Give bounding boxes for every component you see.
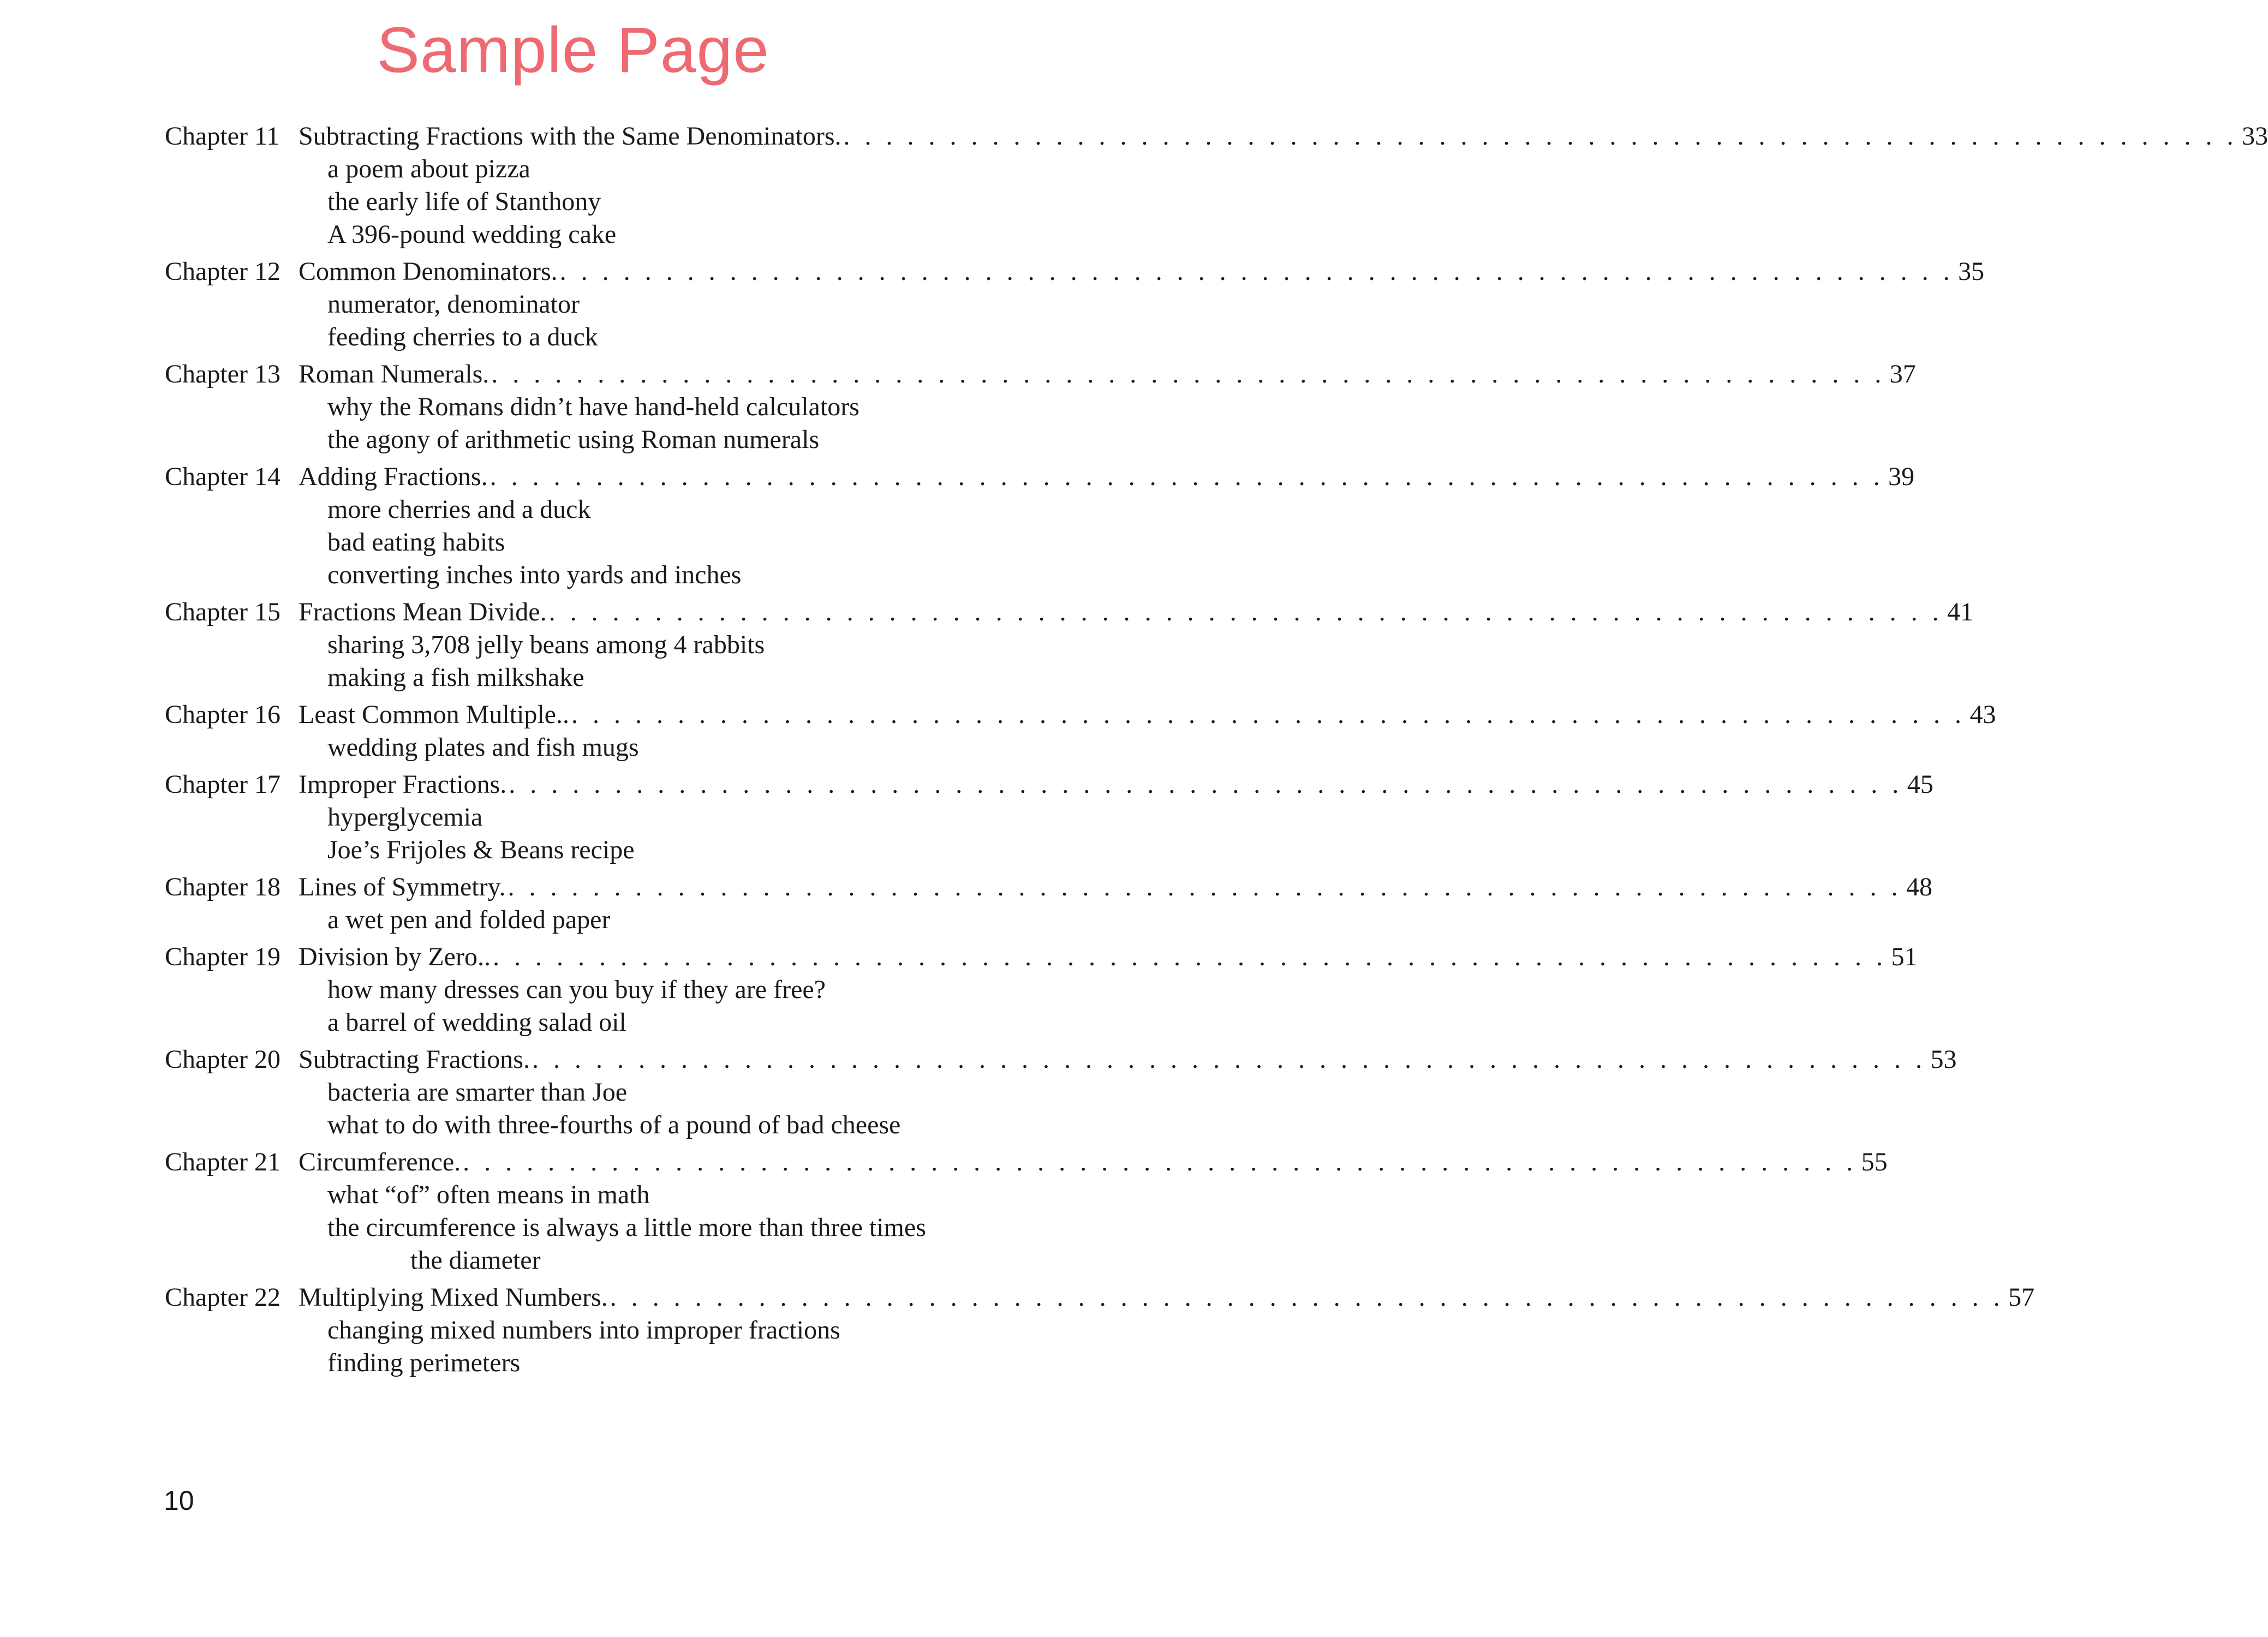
toc-entry-heading (165, 871, 1932, 904)
chapter-topic: finding perimeters (327, 1348, 521, 1377)
dot-leader: . . . . . . . . . . . . . . . . . . . . . . . . . . . . . . . . . . . . . . . . . . . . . . . . . . . . . . . . . . . . . . . . . . (463, 1148, 1857, 1176)
toc-entry-chapter-19 (165, 941, 1918, 1039)
toc-entry-chapter-11 (165, 120, 2268, 251)
chapter-title: Lines of Symmetry. (299, 873, 506, 901)
dot-leader: . . . . . . . . . . . . . . . . . . . . . . . . . . . . . . . . . . . . . . . . . . . . . . . . . . . . . . . . . . . . . . . . . . (508, 873, 1902, 901)
chapter-label: Chapter 16 (165, 700, 280, 729)
toc-entry-heading (165, 461, 1915, 493)
chapter-title: Adding Fractions. (299, 462, 488, 491)
chapter-topic: Joe’s Frijoles & Beans recipe (327, 835, 635, 864)
chapter-title: Subtracting Fractions. (299, 1045, 530, 1074)
chapter-topic: a barrel of wedding salad oil (327, 1008, 626, 1037)
chapter-topic: hyperglycemia (327, 803, 483, 832)
chapter-label: Chapter 17 (165, 770, 280, 799)
chapter-label: Chapter 20 (165, 1045, 280, 1074)
toc-entry-heading (165, 358, 1916, 391)
toc-entry-chapter-18 (165, 871, 1932, 936)
dot-leader: . . . . . . . . . . . . . . . . . . . . . . . . . . . . . . . . . . . . . . . . . . . . . . . . . . . . . . . . . . . . . . . . . . (490, 462, 1884, 491)
chapter-topic: changing mixed numbers into improper fractions (327, 1316, 840, 1345)
toc-entry-heading (165, 120, 2268, 153)
dot-leader: . . . . . . . . . . . . . . . . . . . . . . . . . . . . . . . . . . . . . . . . . . . . . . . . . . . . . . . . . . . . . . . . . . (491, 360, 1885, 389)
toc-entry-heading (165, 1043, 1957, 1076)
chapter-page-number: 55 (1861, 1148, 1888, 1176)
toc-entry-chapter-22 (165, 1281, 2035, 1379)
toc-entry-heading (165, 1146, 1888, 1179)
toc-entry-chapter-21 (165, 1146, 1888, 1277)
dot-leader: . . . . . . . . . . . . . . . . . . . . . . . . . . . . . . . . . . . . . . . . . . . . . . . . . . . . . . . . . . . . . . . . . . (509, 770, 1903, 799)
chapter-topic: numerator, denominator (327, 290, 580, 319)
chapter-title: Improper Fractions. (299, 770, 507, 799)
chapter-page-number: 48 (1906, 873, 1932, 901)
chapter-topic: why the Romans didn’t have hand-held calculators (327, 392, 860, 421)
toc-entry-heading (165, 255, 1985, 288)
chapter-label: Chapter 18 (165, 873, 280, 901)
dot-leader: . . . . . . . . . . . . . . . . . . . . . . . . . . . . . . . . . . . . . . . . . . . . . . . . . . . . . . . . . . . . . . . . . . (548, 598, 1943, 626)
dot-leader: . . . . . . . . . . . . . . . . . . . . . . . . . . . . . . . . . . . . . . . . . . . . . . . . . . . . . . . . . . . . . . . . . . (610, 1283, 2004, 1312)
chapter-title: Common Denominators. (299, 257, 558, 286)
chapter-topic: the agony of arithmetic using Roman numerals (327, 425, 820, 454)
chapter-label: Chapter 15 (165, 598, 280, 626)
table-of-contents (165, 120, 2268, 1384)
chapter-page-number: 41 (1947, 598, 1974, 626)
chapter-page-number: 43 (1969, 700, 1996, 729)
chapter-label: Chapter 13 (165, 360, 280, 389)
chapter-page-number: 57 (2008, 1283, 2035, 1312)
dot-leader: . . . . . . . . . . . . . . . . . . . . . . . . . . . . . . . . . . . . . . . . . . . . . . . . . . . . . . . . . . . . . . . . . . (843, 122, 2237, 151)
chapter-label: Chapter 12 (165, 257, 280, 286)
chapter-label: Chapter 11 (165, 122, 280, 151)
toc-entry-chapter-15 (165, 596, 1974, 694)
chapter-label: Chapter 21 (165, 1148, 280, 1176)
dot-leader: . . . . . . . . . . . . . . . . . . . . . . . . . . . . . . . . . . . . . . . . . . . . . . . . . . . . . . . . . . . . . . . . . . (532, 1045, 1926, 1074)
chapter-topic-continuation: the diameter (410, 1246, 541, 1275)
chapter-topic: what to do with three-fourths of a pound of bad cheese (327, 1110, 901, 1139)
chapter-title: Fractions Mean Divide. (299, 598, 547, 626)
chapter-page-number: 35 (1958, 257, 1985, 286)
toc-entry-chapter-16 (165, 698, 1996, 764)
chapter-page-number: 51 (1891, 942, 1918, 971)
chapter-title: Circumference. (299, 1148, 461, 1176)
chapter-title: Least Common Multiple.. (299, 700, 569, 729)
chapter-topic: a poem about pizza (327, 154, 530, 183)
chapter-topic: making a fish milkshake (327, 663, 584, 692)
chapter-label: Chapter 14 (165, 462, 280, 491)
page-number: 10 (164, 1485, 194, 1516)
toc-entry-chapter-17 (165, 768, 1933, 867)
chapter-topic: the circumference is always a little more than three times (327, 1213, 926, 1242)
chapter-label: Chapter 19 (165, 942, 280, 971)
chapter-topic: how many dresses can you buy if they are free? (327, 975, 826, 1004)
chapter-label: Chapter 22 (165, 1283, 280, 1312)
chapter-topic: the early life of Stanthony (327, 187, 601, 216)
chapter-page-number: 33 (2242, 122, 2268, 151)
toc-entry-heading (165, 1281, 2035, 1314)
sample-page-banner: Sample Page (377, 14, 769, 86)
chapter-topic: A 396-pound wedding cake (327, 220, 617, 249)
toc-entry-chapter-14 (165, 461, 1915, 592)
chapter-page-number: 39 (1888, 462, 1915, 491)
toc-entry-heading (165, 698, 1996, 731)
chapter-topic: more cherries and a duck (327, 495, 591, 524)
chapter-page-number: 37 (1889, 360, 1916, 389)
chapter-topic: bad eating habits (327, 528, 505, 557)
chapter-topic: feeding cherries to a duck (327, 322, 598, 351)
chapter-topic: what “of” often means in math (327, 1180, 650, 1209)
chapter-topic: a wet pen and folded paper (327, 905, 611, 934)
dot-leader: . . . . . . . . . . . . . . . . . . . . . . . . . . . . . . . . . . . . . . . . . . . . . . . . . . . . . . . . . . . . . . . . . . (559, 257, 1954, 286)
toc-entry-heading (165, 941, 1918, 973)
toc-entry-chapter-20 (165, 1043, 1957, 1142)
chapter-topic: bacteria are smarter than Joe (327, 1078, 628, 1107)
chapter-title: Multiplying Mixed Numbers. (299, 1283, 608, 1312)
chapter-title: Division by Zero.. (299, 942, 491, 971)
chapter-page-number: 53 (1930, 1045, 1957, 1074)
toc-entry-heading (165, 596, 1974, 629)
toc-entry-chapter-13 (165, 358, 1916, 456)
chapter-title: Roman Numerals. (299, 360, 490, 389)
chapter-title: Subtracting Fractions with the Same Denominators. (299, 122, 841, 151)
chapter-topic: wedding plates and fish mugs (327, 733, 639, 762)
toc-entry-chapter-12 (165, 255, 1985, 354)
chapter-page-number: 45 (1907, 770, 1933, 799)
chapter-topic: sharing 3,708 jelly beans among 4 rabbits (327, 630, 765, 659)
dot-leader: . . . . . . . . . . . . . . . . . . . . . . . . . . . . . . . . . . . . . . . . . . . . . . . . . . . . . . . . . . . . . . . . . . (571, 700, 1966, 729)
dot-leader: . . . . . . . . . . . . . . . . . . . . . . . . . . . . . . . . . . . . . . . . . . . . . . . . . . . . . . . . . . . . . . . . . . (492, 942, 1887, 971)
toc-entry-heading (165, 768, 1933, 801)
chapter-topic: converting inches into yards and inches (327, 560, 742, 589)
